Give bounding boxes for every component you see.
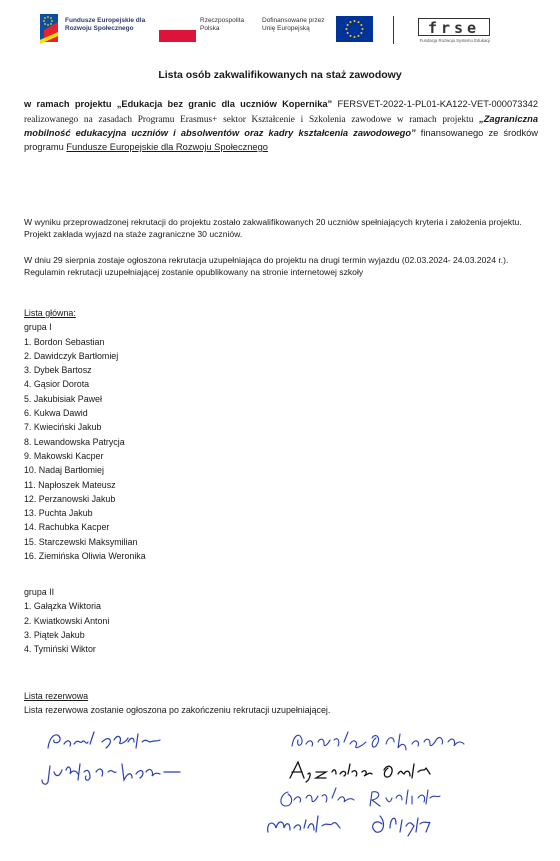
main-list-heading: Lista główna: <box>24 308 76 318</box>
group1-label: grupa I <box>24 322 52 333</box>
signature-right-2 <box>286 758 436 784</box>
list-item: 1. Gałązka Wiktoria <box>24 601 101 612</box>
fe-logo-text: Fundusze Europejskie dla Rozwoju Społecznego <box>65 17 146 32</box>
intro-funding-program: Fundusze Europejskie dla Rozwoju Społecznego <box>66 141 268 152</box>
list-item: 2. Kwiatkowski Antoni <box>24 615 110 626</box>
document-title: Lista osób zakwalifikowanych na staż zawodowy <box>158 69 402 81</box>
intro-project-name: w ramach projektu „Edukacja bez granic dla uczniów Kopernika” <box>24 99 333 109</box>
frse-logo-icon: frse <box>418 18 490 36</box>
list-item: 6. Kukwa Dawid <box>24 408 88 419</box>
reserve-list <box>24 689 330 718</box>
list-item: 16. Ziemińska Oliwia Weronika <box>24 551 146 562</box>
pl-logo-text: Rzeczpospolita Polska <box>200 17 245 32</box>
logo-divider <box>393 16 394 44</box>
intro-project-code: FERSVET-2022-1-PL01-KA122-VET-000073342 <box>332 99 538 109</box>
intro-project-title: „Zagraniczna mobilność edukacyjna uczniów i absolwentów oraz kadry kształcenia zawodowego” <box>24 113 538 139</box>
supplementary-recruitment-paragraph: W dniu 29 sierpnia zostaje ogłoszona rekrutacja uzupełniająca do projektu na drugi termin wyjazdu (02.03.2024- 24.03.2024 r.). Regulamin rekrutacji uzupełniającej zostanie opublikowany na stronie internetowej szkoły <box>24 255 509 278</box>
intro-program-text: realizowanego na zasadach Programu Erasmus+ sektor Kształcenie i Szkolenia zawodowe w ramach projektu <box>24 114 480 125</box>
polish-flag-icon <box>159 18 196 42</box>
eu-flag-icon <box>336 16 373 42</box>
reserve-list-heading: Lista rezerwowa <box>24 691 89 701</box>
list-item: 12. Perzanowski Jakub <box>24 493 116 504</box>
signature-right-3 <box>276 784 456 812</box>
frse-logo-subtext: Fundacja Rozwoju Systemu Edukacji <box>419 38 491 43</box>
list-item: 5. Jakubisiak Paweł <box>24 393 102 404</box>
signature-right-1 <box>288 728 488 754</box>
list-item: 9. Makowski Kacper <box>24 450 104 461</box>
list-item: 7. Kwieciński Jakub <box>24 422 102 433</box>
group2-label: grupa II <box>24 587 55 597</box>
eu-logo-text: Dofinansowane przez Unię Europejską <box>262 17 325 32</box>
list-item: 3. Dybek Bartosz <box>24 365 92 376</box>
signature-left-2 <box>40 758 190 788</box>
list-item: 3. Piątek Jakub <box>24 629 85 640</box>
list-item: 15. Starczewski Maksymilian <box>24 536 138 547</box>
group2-list <box>24 585 109 656</box>
header-logos <box>0 0 560 56</box>
list-item: 4. Tymiński Wiktor <box>24 644 96 655</box>
signature-left-1 <box>44 728 174 754</box>
signature-right-4 <box>262 810 472 840</box>
list-item: 8. Lewandowska Patrycja <box>24 436 125 447</box>
intro-paragraph <box>24 98 538 154</box>
list-item: 1. Bordon Sebastian <box>24 336 105 347</box>
list-item: 10. Nadaj Bartłomiej <box>24 465 104 476</box>
list-item: 13. Puchta Jakub <box>24 508 93 519</box>
intro-funding-text: finansowanego ze środków programu <box>24 128 539 152</box>
recruitment-result-paragraph: W wyniku przeprowadzonej rekrutacji do projektu zostało zakwalifikowanych 20 uczniów spełniających kryteria i założenia projektu. Projekt zakłada wyjazd na staże zagraniczne 30 uczniów. <box>24 217 522 240</box>
main-list <box>24 306 146 563</box>
list-item: 2. Dawidczyk Bartłomiej <box>24 350 119 361</box>
list-item: 11. Napłoszek Mateusz <box>24 479 116 490</box>
list-item: 14. Rachubka Kacper <box>24 522 110 533</box>
list-item: 4. Gąsior Dorota <box>24 379 90 390</box>
fundusze-europejskie-logo-icon <box>38 12 62 46</box>
reserve-list-text: Lista rezerwowa zostanie ogłoszona po zakończeniu rekrutacji uzupełniającej. <box>24 705 331 716</box>
